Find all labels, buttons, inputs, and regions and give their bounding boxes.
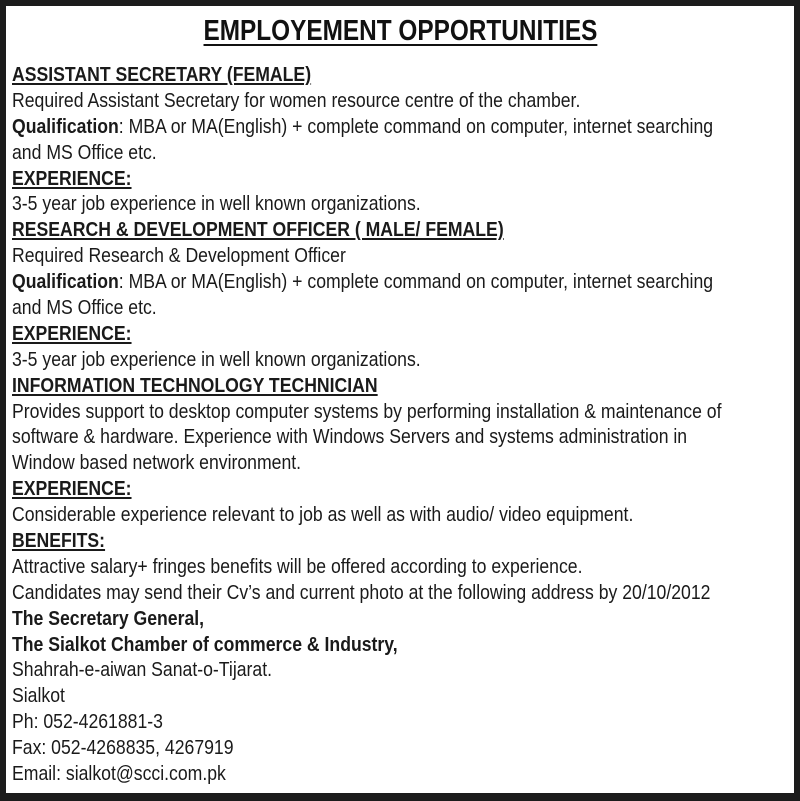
job-description: Required Research & Development Officer [12,244,346,268]
address-organization: The Sialkot Chamber of commerce & Industry, [12,632,398,656]
benefits-heading: BENEFITS: [12,529,106,553]
instructions: Candidates may send their Cv’s and current photo at the following address by 20/10/2012 [12,580,711,604]
experience-heading: EXPERIENCE: [12,166,132,190]
fax: Fax: 052-4268835, 4267919 [12,736,234,760]
qualification: Qualification: MBA or MA(English) + complete command on computer, internet searching [12,114,714,138]
page-title: EMPLOYEMENT OPPORTUNITIES [203,15,597,47]
experience-text: Considerable experience relevant to job as well as with audio/ video equipment. [12,503,634,527]
experience-heading: EXPERIENCE: [12,477,132,501]
address-city: Sialkot [12,684,65,708]
email: Email: sialkot@scci.com.pk [12,762,226,786]
benefits-text: Attractive salary+ fringes benefits will be offered according to experience. [12,554,583,578]
job-description: Required Assistant Secretary for women resource centre of the chamber. [12,88,581,112]
address-street: Shahrah-e-aiwan Sanat-o-Tijarat. [12,658,273,682]
job-heading: RESEARCH & DEVELOPMENT OFFICER ( MALE/ FEMALE) [12,218,504,242]
job-heading: INFORMATION TECHNOLOGY TECHNICIAN [12,373,378,397]
experience-heading: EXPERIENCE: [12,321,132,345]
job-description: Provides support to desktop computer systems by performing installation & maintenance of [12,399,722,423]
qualification: Qualification: MBA or MA(English) + complete command on computer, internet searching [12,270,714,294]
job-heading: ASSISTANT SECRETARY (FEMALE) [12,63,312,86]
address-recipient: The Secretary General, [12,606,205,630]
experience-text: 3-5 year job experience in well known organizations. [12,347,421,371]
phone: Ph: 052-4261881-3 [12,710,163,734]
ad-body: ASSISTANT SECRETARY (FEMALE) Required Assistant Secretary for women resource centre of the chamber. Qualification: MBA or MA(English) + complete command on computer, internet searching and MS Office etc. EXPERIENCE: 3-5 year job experience in well known organizations. RESEARCH & DEVELOPMENT OFFICER ( MALE/ FEMALE) Required Research & Development Officer Qualification: MBA or MA(English) + complete command on computer, internet searching and MS Office etc. EXPERIENCE: 3-5 year job experience in well known organizations. INFORMATION TECHNOLOGY TECHNICIAN Provides support to desktop computer systems by performing installation & maintenance of software & hardware. Experience with Windows Servers and systems administration in Window based network environment. EXPERIENCE: Considerable experience relevant to job as well as with audio/ video equipment. BENEFITS: Attractive salary+ fringes benefits will be offered according to experience. Candidates may send their Cv’s and current photo at the following address by 20/10/2012 The Secretary General, The Sialkot Chamber of commerce & Industry, Shahrah-e-aiwan Sanat-o-Tijarat. Sialkot Ph: 052-4261881-3 Fax: 052-4268835, 4267919 Email: sialkot@scci.com.pk [12,62,790,787]
experience-text: 3-5 year job experience in well known organizations. [12,192,421,216]
